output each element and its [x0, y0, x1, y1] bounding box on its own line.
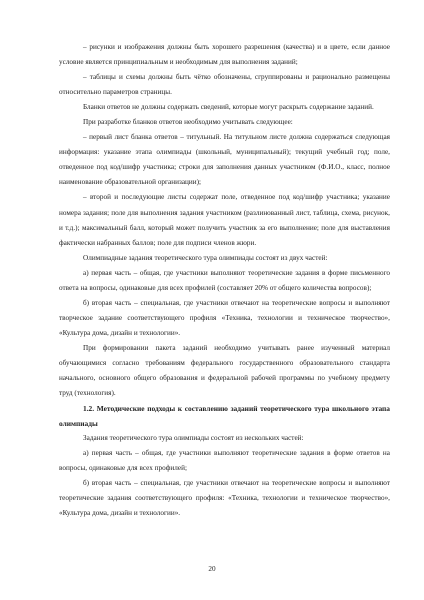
paragraph-several-parts: Задания теоретического тура олимпиады состоят из нескольких частей: — [83, 434, 304, 443]
bullet-title-sheet: – первый лист бланка ответов – титульный. На титульном листе должна содержаться следующая информация: указание этапа олимпиады (школьный, муниципальный); текущий учебный год; поле, отведенное под код/шифр участника; строки для заполнения данных участником (Ф.И.О., класс, полное наименование образовательной организации); — [59, 133, 390, 187]
paragraph-package-formation: При формировании пакета заданий необходимо учитывать ранее изученный материал обучающимися согласно требованиям федерального государственного образовательного стандарта начального, основного общего образования и федеральной рабочей программы по учебному предмету труд (технология). — [59, 343, 390, 398]
bullet-images: – рисунки и изображения должны быть хорошего разрешения (качества) и в цвете, если данное условие является принципиальным и необходимым для выполнения заданий; — [59, 43, 390, 67]
bullet-following-sheets: – второй и последующие листы содержат поле, отведенное под код/шифр участника; указание номера задания; поле для выполнения задания участником (разлинованный лист, таблица, схема, рисунок, и т.д.); максимальный балл, который может получить участник за его выполнение; поле для выставления фактически набранных баллов; поле для подписи членов жюри. — [59, 193, 390, 247]
item-part-b: б) вторая часть – специальная, где участники отвечают на теоретические вопросы и выполняют творческое задание соответствующего профиля «Техника, технологии и техническое творчество», «Культура дома, дизайн и технологии». — [59, 298, 390, 337]
section-heading: 1.2. Методические подходы к составлению заданий теоретического тура школьного этапа олимпиады — [59, 404, 390, 429]
paragraph-two-parts: Олимпиадные задания теоретического тура олимпиады состоят из двух частей: — [83, 253, 328, 262]
paragraph-development-rules: При разработке бланков ответов необходимо учитывать следующее: — [83, 118, 293, 127]
bullet-tables: – таблицы и схемы должны быть чётко обозначены, сгруппированы и рационально размещены относительно параметров страницы. — [59, 73, 390, 97]
item-part-a-2: а) первая часть – общая, где участники выполняют теоретические задания в форме ответов на вопросы, одинаковые для всех профилей; — [59, 449, 390, 473]
item-part-a: а) первая часть – общая, где участники выполняют теоретические задания в форме письменного ответа на вопросы, одинаковые для всех профилей (составляет 20% от общего количества вопросов); — [59, 268, 390, 292]
page-number: 20 — [208, 565, 216, 573]
paragraph-answer-forms: Бланки ответов не должны содержать сведений, которые могут раскрыть содержание заданий. — [83, 103, 374, 112]
item-part-b-2: б) вторая часть – специальная, где участники отвечают на теоретические вопросы и выполняют теоретические задания соответствующего профиля: «Техника, технологии и техническое творчество», «Культура дома, дизайн и технологии». — [59, 479, 390, 518]
page-content — [59, 40, 390, 522]
